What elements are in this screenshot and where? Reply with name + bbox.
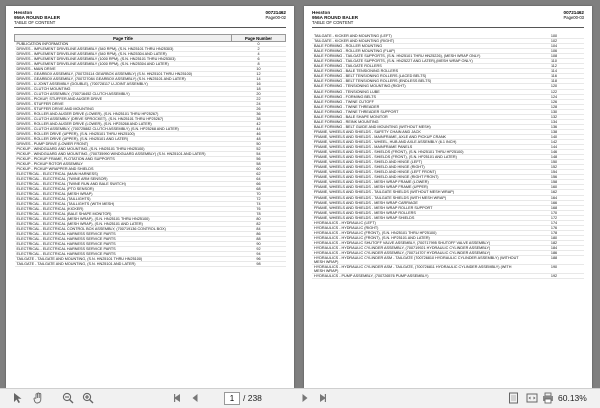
toc-entry-title: HYDRAULICS - HYDRAULIC (FRONT), (S.N. HN25101 THRU HP25100) (312, 230, 524, 235)
toc-entry-title: ELECTRICAL - ELECTRICAL (MESH WRAP) (15, 192, 232, 197)
toc-row[interactable] (15, 262, 286, 267)
zoom-in-icon[interactable] (80, 391, 96, 405)
header-rule (312, 27, 584, 28)
toc-entry-page: 160 (524, 185, 584, 190)
pdf-page-left (6, 6, 294, 388)
toc-entry-title: PICKUP - PICKUP WRAPPER AND SHIELDS (15, 167, 232, 172)
toc-entry-title: FRAME, WHEELS AND SHIELDS - TAILGATE SHIELDS (WITHOUT MESH WRAP) (312, 190, 524, 195)
toc-entry-page: 122 (524, 89, 584, 94)
toc-entry-page: 96 (232, 257, 286, 262)
toc-entry-page: 84 (232, 227, 286, 232)
toc-entry-page: 12 (232, 72, 286, 77)
toc-entry-title: DRIVES - CLUTCH ASSEMBLY (DRIVE SPROCKET), (S.N. HN25101 THRU HP25267) (15, 117, 232, 122)
toc-label: TABLE OF CONTENT (14, 20, 56, 25)
toc-entry-page: 90 (232, 242, 286, 247)
toc-entry-title: TAILGATE - TAILGATE AND MOUNTING, (S.N. HN25101 AND LATER) (15, 262, 232, 267)
toc-entry-title: DRIVES - ROLLER DRIVE (UPPER), (S.N. HN25101 THRU HN25100) (15, 132, 232, 137)
pdf-page-right (304, 6, 592, 388)
toc-entry-title: DRIVES - CLUTCH ASSEMBLY, (700716452 CLUTCH ASSEMBLY) (15, 92, 232, 97)
toc-entry-title: ELECTRICAL - ELECTRICAL (BALE SHAPE MONITOR) (15, 212, 232, 217)
toc-entry-page: 148 (524, 155, 584, 160)
toc-entry-title: FRAME, WHEELS AND SHIELDS - SHIELD AND HINGE (LEFT FRONT) (312, 170, 524, 175)
toc-entry-title: BALE FORMING - TAILGATE SUPPORTS, (S.N. HN25101 THRU HN25226), (MESH WRAP ONLY) (312, 54, 524, 59)
toc-entry-page: 188 (524, 256, 584, 265)
toc-entry-title: DRIVES - PICKUP, STUFFER AND AUGER DRIVE (15, 97, 232, 102)
toc-entry-page: 70 (232, 192, 286, 197)
toc-entry-page: 140 (524, 134, 584, 139)
toc-entry-title: HYDRAULICS - PUMP ASSEMBLY, (700726576 PUMP ASSEMBLY) (312, 274, 524, 279)
toc-entry-page: 36 (232, 112, 286, 117)
toc-entry-title: FRAME, WHEELS AND SHIELDS - WHEEL, HUB AND AXLE ASSEMBLY (6.1 INCH) (312, 139, 524, 144)
toc-entry-title: BALE FORMING - TAILGATE ROLLERS (312, 64, 524, 69)
toc-entry-title: ELECTRICAL - ELECTRICAL (MESH WRAP), (S.N. HN25101 THRU HN25100) (15, 217, 232, 222)
toc-entry-page: 0 (232, 42, 286, 47)
toc-entry-page: 82 (232, 222, 286, 227)
next-page-icon[interactable] (298, 391, 312, 405)
toc-entry-title: HYDRAULICS - HYDRAULIC CYLINDER ASM - TAILGATE, (700726811 HYDRAULIC CYLINDER ASSEMBLY) (WITH MESH WRAP) (312, 265, 524, 274)
toc-entry-page: 150 (524, 160, 584, 165)
toc-entry-title: PICKUP - WINDGUARD AND MOUNTING, (700735990 WINDGUARD ASSEMBLY) (S.N. HN25101 AND LATER) (15, 152, 232, 157)
toc-entry-page: 176 (524, 225, 584, 230)
page-header (312, 10, 584, 34)
toc-entry-title: BALE FORMING - TENSIONING MOUNTING (RIGHT) (312, 84, 524, 89)
toc-entry-page: 44 (232, 127, 286, 132)
toc-entry-title: FRAME, WHEELS AND SHIELDS - SHIELDS (FRONT), (S.N. HN25101 THRU HP25100) (312, 150, 524, 155)
toc-entry-page: 102 (524, 39, 584, 44)
toc-entry-title: ELECTRICAL - ELECTRICAL HARNESS SERVICE PARTS (15, 247, 232, 252)
toc-row[interactable] (312, 274, 584, 279)
toc-entry-title: PICKUP - WINDGUARD AND MOUNTING, (S.N. HN25101 THRU HN25100) (15, 147, 232, 152)
toc-entry-title: TAILGATE - KICKER AND MOUNTING (LEFT) (312, 34, 524, 39)
toc-entry-page: 14 (232, 77, 286, 82)
toc-entry-page: 134 (524, 119, 584, 124)
document-number: 00721462 (265, 10, 286, 15)
toc-entry-page: 116 (524, 74, 584, 79)
toc-entry-title: BALE FORMING - TAILGATE SUPPORTS, (S.N. HN25227 AND LATER),(MESH WRAP ONLY) (312, 59, 524, 64)
toc-entry-title: HYDRAULICS - HYDRAULIC CYLINDER ASSEMBLY, (700719921 HYDRAULIC CYLINDER ASSEMBLY) (312, 245, 524, 250)
toc-entry-page: 110 (524, 59, 584, 64)
toc-entry-title: ELECTRICAL - ELECTRICAL CONTROL BOX ASSEMBLY, (700719136 CONTROL BOX) (15, 227, 232, 232)
toc-entry-page: 158 (524, 180, 584, 185)
toc-entry-title: BALE FORMING - REINK MOUNTING (312, 119, 524, 124)
toc-entry-title: PICKUP - PICKUP FRAME, FLOTATION AND SUPPORTS (15, 157, 232, 162)
toc-entry-page: 118 (524, 79, 584, 84)
zoom-out-icon[interactable] (60, 391, 76, 405)
toc-entry-page: 192 (524, 274, 584, 279)
col-page-number: Page Number (232, 35, 286, 42)
toc-entry-title: ELECTRICAL - ELECTRICAL (PTO SENSOR) (15, 187, 232, 192)
toc-entry-page: 68 (232, 187, 286, 192)
toc-entry-page: 52 (232, 147, 286, 152)
toc-entry-page: 142 (524, 139, 584, 144)
toc-entry-title: DRIVES - GEARBOX ASSEMBLY, (700727084 GEARBOX ASSEMBLY) (S.N. HN25101 AND LATER) (15, 77, 232, 82)
toc-entry-page: 60 (232, 167, 286, 172)
toc-entry-title: DRIVES - IMPLEMENT DRIVELINE ASSEMBLY (1000 RPM), (S.N. HN25304 AND LATER) (15, 62, 232, 67)
toc-entry-page: 180 (524, 235, 584, 240)
toc-entry-title: DRIVES - STUFFER DRIVE (15, 102, 232, 107)
toc-entry-page: 46 (232, 132, 286, 137)
toc-entry-page: 156 (524, 175, 584, 180)
toc-entry-title: DRIVES - IMPLEMENT DRIVELINE ASSEMBLY (540 RPM), (S.N. HN25101 THRU HN25303) (15, 47, 232, 52)
toc-entry-title: ELECTRICAL - ELECTRICAL HARNESS SERVICE PARTS (15, 237, 232, 242)
toc-entry-title: ELECTRICAL - ELECTRICAL (TWINE ARM SENSOR) (15, 177, 232, 182)
toc-entry-page: 18 (232, 87, 286, 92)
toc-row[interactable] (312, 256, 584, 265)
toc-header-row (15, 35, 286, 42)
toc-entry-page: 72 (232, 197, 286, 202)
toc-entry-title: BALE FORMING - FORMING BELTS (312, 94, 524, 99)
toc-entry-title: BALE FORMING - TWINE CUTOFF (312, 99, 524, 104)
toc-entry-title: ELECTRICAL - ELECTRICAL (MESH WRAP), (S.N. HN25101 AND LATER) (15, 222, 232, 227)
toc-entry-page: 170 (524, 210, 584, 215)
toc-entry-title: PICKUP - PICKUP ROTOR ASSEMBLY (15, 162, 232, 167)
toc-entry-page: 94 (232, 252, 286, 257)
toc-entry-title: DRIVES - STUFFER DRIVE AND MOUNTING (15, 107, 232, 112)
toc-entry-title: ELECTRICAL - ELECTRICAL HARNESS SERVICE PARTS (15, 242, 232, 247)
toc-entry-title: FRAME, WHEELS AND SHIELDS - SHIELD AND HINGE (RIGHT FRONT) (312, 175, 524, 180)
toc-entry-title: HYDRAULICS - HYDRAULIC SHUTOFF VALVE ASSEMBLY, (700717995 SHUTOFF VALVE ASSEMBLY) (312, 240, 524, 245)
toc-entry-title: DRIVES - ROLLER DRIVE (UPPER), (S.N. HN25101 AND LATER) (15, 137, 232, 142)
toc-entry-title: BALE FORMING - BELT GUIDE AND MOUNTING (WITHOUT MESH) (312, 124, 524, 129)
toc-entry-title: HYDRAULICS - HYDRAULIC (RIGHT) (312, 225, 524, 230)
toc-entry-title: DRIVES - U-JOINT ASSEMBLY (DOUBLE), (700728117 U-JOINT ASSEMBLY) (15, 82, 232, 87)
page-header (14, 10, 286, 34)
toc-entry-page: 178 (524, 230, 584, 235)
toc-entry-page: 132 (524, 114, 584, 119)
toc-entry-title: ELECTRICAL - ELECTRICAL (TAILLIGHTS) (15, 197, 232, 202)
toc-entry-page: 154 (524, 170, 584, 175)
toc-entry-title: DRIVES - IMPLEMENT DRIVELINE ASSEMBLY (540 RPM), (S.N. HN25304 AND LATER) (15, 52, 232, 57)
toc-entry-title: ELECTRICAL - ELECTRICAL (MAIN HARNESS) (15, 172, 232, 177)
toc-entry-title: BALE FORMING - ROLLER MOUNTING (FLAP) (312, 49, 524, 54)
toc-entry-page: 50 (232, 142, 286, 147)
toc-entry-page: 64 (232, 177, 286, 182)
toc-table-right (312, 34, 584, 279)
toc-entry-title: DRIVES - MAIN DRIVE (15, 67, 232, 72)
current-page-input[interactable] (224, 392, 240, 405)
toc-entry-page: 184 (524, 245, 584, 250)
toc-entry-page: 104 (524, 44, 584, 49)
print-icon[interactable] (540, 391, 556, 405)
toc-entry-title: FRAME, WHEELS AND SHIELDS - MESH WRAP ROLLERS (312, 210, 524, 215)
toc-entry-page: 20 (232, 92, 286, 97)
toc-entry-title: DRIVES - CLUTCH MOUNTING (15, 87, 232, 92)
brand-name: Hesston (312, 10, 331, 15)
toc-entry-page: 62 (232, 172, 286, 177)
toc-entry-page: 162 (524, 190, 584, 195)
toc-entry-page: 88 (232, 237, 286, 242)
toc-entry-title: FRAME, WHEELS AND SHIELDS - TAILGATE SHIELDS (WITH MESH WRAP) (312, 195, 524, 200)
toc-entry-page: 10 (232, 67, 286, 72)
toc-entry-title: HYDRAULICS - HYDRAULIC (LEFT) (312, 220, 524, 225)
model-name: 956A ROUND BALER (312, 15, 359, 20)
toc-entry-title: FRAME, WHEELS AND SHIELDS - SHIELD AND HINGE (LEFT) (312, 160, 524, 165)
toc-entry-page: 138 (524, 129, 584, 134)
toc-row[interactable] (312, 265, 584, 274)
toc-entry-title: ELECTRICAL - ELECTRICAL (KICKER) (15, 207, 232, 212)
toc-entry-title: FRAME, WHEELS AND SHIELDS - MESH WRAP CARRIAGE (312, 200, 524, 205)
toc-entry-page: 22 (232, 97, 286, 102)
fit-page-icon[interactable] (505, 391, 521, 405)
toc-entry-page: 76 (232, 207, 286, 212)
toc-entry-page: 120 (524, 84, 584, 89)
toc-entry-page: 106 (524, 49, 584, 54)
toc-entry-page: 80 (232, 217, 286, 222)
header-rule (14, 27, 286, 28)
toc-entry-page: 26 (232, 107, 286, 112)
toc-entry-page: 38 (232, 117, 286, 122)
toc-entry-title: HYDRAULICS - HYDRAULIC CYLINDER ASSEMBLY, (700714707 HYDRAULIC CYLINDER ASSEMBLY) (312, 251, 524, 256)
toc-table-left (14, 34, 286, 267)
toc-entry-title: FRAME, WHEELS AND SHIELDS - SAFETY CHAIN AND JACK (312, 129, 524, 134)
toc-entry-page: 100 (524, 34, 584, 39)
toc-entry-page: 58 (232, 162, 286, 167)
toc-entry-page: 42 (232, 122, 286, 127)
toc-entry-page: 144 (524, 145, 584, 150)
toc-entry-title: DRIVES - ROLLER AND AUGER DRIVE (LOWER), (S.N. HP25268 AND LATER) (15, 122, 232, 127)
page-reference: Page00-03 (563, 15, 584, 20)
toc-entry-title: BALE FORMING - ROLLER MOUNTING (312, 44, 524, 49)
toc-entry-title: DRIVES - PUMP DRIVE (LOWER FRONT) (15, 142, 232, 147)
toc-entry-page: 174 (524, 220, 584, 225)
toc-entry-page: 4 (232, 52, 286, 57)
toc-entry-title: FRAME, WHEELS AND SHIELDS - MESH WRAP ROLLER SUPPORT (312, 205, 524, 210)
toc-entry-title: FRAME, WHEELS AND SHIELDS - SHIELDS (FRONT), (S.N. HP25101 AND LATER) (312, 155, 524, 160)
toc-entry-page: 98 (232, 262, 286, 267)
toc-entry-title: DRIVES - IMPLEMENT DRIVELINE ASSEMBLY (1000 RPM), (S.N. HN25101 THRU HN25303) (15, 57, 232, 62)
toc-entry-title: FRAME, WHEELS AND SHIELDS - MESH WRAP SHIELDS (312, 215, 524, 220)
toc-entry-title: TAILGATE - KICKER AND MOUNTING (RIGHT) (312, 39, 524, 44)
document-number: 00721462 (563, 10, 584, 15)
toc-entry-page: 86 (232, 232, 286, 237)
toc-entry-title: BALE FORMING - TWINE THREADER (312, 104, 524, 109)
toc-entry-page: 172 (524, 215, 584, 220)
toc-entry-page: 124 (524, 94, 584, 99)
toc-entry-title: BALE FORMING - BELT TENSIONING ROLLERS (LACED BELTS) (312, 74, 524, 79)
toc-entry-page: 168 (524, 205, 584, 210)
toc-entry-page: 78 (232, 212, 286, 217)
model-name: 956A ROUND BALER (14, 15, 61, 20)
toc-entry-page: 16 (232, 82, 286, 87)
toc-entry-title: FRAME, WHEELS AND SHIELDS - MESH WRAP FRAME (LOWER) (312, 180, 524, 185)
toc-entry-page: 186 (524, 251, 584, 256)
first-page-icon[interactable] (170, 391, 184, 405)
toc-entry-title: BALE FORMING - BALE SHAPE MONITOR (312, 114, 524, 119)
toc-entry-title: FRAME, WHEELS AND SHIELDS - MAINFRAME, AXLE AND PICKUP CRANK (312, 134, 524, 139)
toc-entry-title: ELECTRICAL - ELECTRICAL (TWINE RUN AND BALE SWITCH) (15, 182, 232, 187)
page-navigator (224, 391, 294, 405)
toc-entry-page: 8 (232, 62, 286, 67)
toc-entry-page: 136 (524, 124, 584, 129)
hand-icon[interactable] (30, 391, 46, 405)
toc-entry-page: 48 (232, 137, 286, 142)
toc-entry-page: 56 (232, 157, 286, 162)
toc-entry-page: 146 (524, 150, 584, 155)
toc-entry-title: PUBLICATION INFORMATION (15, 42, 232, 47)
toc-entry-title: TAILGATE - TAILGATE AND MOUNTING, (S.N. HN25101 THRU HN25100) (15, 257, 232, 262)
toc-entry-page: 190 (524, 265, 584, 274)
toc-entry-page: 24 (232, 102, 286, 107)
toc-entry-title: FRAME, WHEELS AND SHIELDS - SHIELD AND HINGE (RIGHT) (312, 165, 524, 170)
toc-entry-title: ELECTRICAL - ELECTRICAL HARNESS SERVICE PARTS (15, 252, 232, 257)
toc-entry-page: 182 (524, 240, 584, 245)
brand-name: Hesston (14, 10, 33, 15)
toc-entry-title: ELECTRICAL - ELECTRICAL (TAILLIGHTS (WITH MESH) (15, 202, 232, 207)
toc-entry-title: BALE FORMING - TENSIONING LUBE (312, 89, 524, 94)
toc-entry-title: BALE FORMING - BALE TENSIONING ROLLERS (312, 69, 524, 74)
toc-entry-title: FRAME, WHEELS AND SHIELDS - MAINFRAME PANELS (312, 145, 524, 150)
last-page-icon[interactable] (316, 391, 330, 405)
toc-label: TABLE OF CONTENT (312, 20, 354, 25)
toc-entry-page: 152 (524, 165, 584, 170)
toc-entry-title: ELECTRICAL - ELECTRICAL HARNESS SERVICE PARTS (15, 232, 232, 237)
toc-entry-page: 92 (232, 247, 286, 252)
prev-page-icon[interactable] (188, 391, 202, 405)
toc-entry-title: BALE FORMING - TWINE THREADER SUPPORT (312, 109, 524, 114)
toc-entry-title: BALE FORMING - BELT TENSIONING ROLLERS (ENDLESS BELTS) (312, 79, 524, 84)
toc-entry-page: 54 (232, 152, 286, 157)
toc-entry-page: 6 (232, 57, 286, 62)
toc-entry-title: FRAME, WHEELS AND SHIELDS - MESH WRAP FRAME (UPPER) (312, 185, 524, 190)
toc-entry-page: 126 (524, 99, 584, 104)
toc-entry-title: DRIVES - ROLLER AND AUGER DRIVE (LOWER), (S.N. HN25101 THRU HP25267) (15, 112, 232, 117)
pdf-toolbar (0, 388, 600, 408)
page-total-label: / 238 (243, 393, 262, 403)
toc-entry-page: 112 (524, 64, 584, 69)
toc-entry-title: HYDRAULICS - HYDRAULIC (FRONT), (S.N. HP25101 AND LATER) (312, 235, 524, 240)
toc-entry-page: 74 (232, 202, 286, 207)
toc-entry-page: 66 (232, 182, 286, 187)
page-reference: Page00-02 (265, 15, 286, 20)
toc-entry-title: DRIVES - CLUTCH ASSEMBLY, (700725882 CLUTCH ASSEMBLY) (S.N. HP25268 AND LATER) (15, 127, 232, 132)
col-page-title: Page Title (15, 35, 232, 42)
toc-entry-page: 114 (524, 69, 584, 74)
zoom-level[interactable]: 60.13% (558, 393, 587, 403)
cursor-icon[interactable] (10, 391, 26, 405)
toc-entry-page: 2 (232, 47, 286, 52)
toc-entry-page: 130 (524, 109, 584, 114)
toc-entry-page: 166 (524, 200, 584, 205)
toc-entry-page: 164 (524, 195, 584, 200)
toc-entry-title: HYDRAULICS - HYDRAULIC CYLINDER ASM - TAILGATE (700726810 HYDRAULIC CYLINDER ASSEMBLY) (WITHOUT MESH WRAP) (312, 256, 524, 265)
toc-entry-title: DRIVES - GEARBOX ASSEMBLY, (700725114 GEARBOX ASSEMBLY) (S.N. HN25101 THRU HN25100) (15, 72, 232, 77)
toc-entry-page: 108 (524, 54, 584, 59)
fit-width-icon[interactable] (524, 391, 540, 405)
toc-entry-page: 128 (524, 104, 584, 109)
